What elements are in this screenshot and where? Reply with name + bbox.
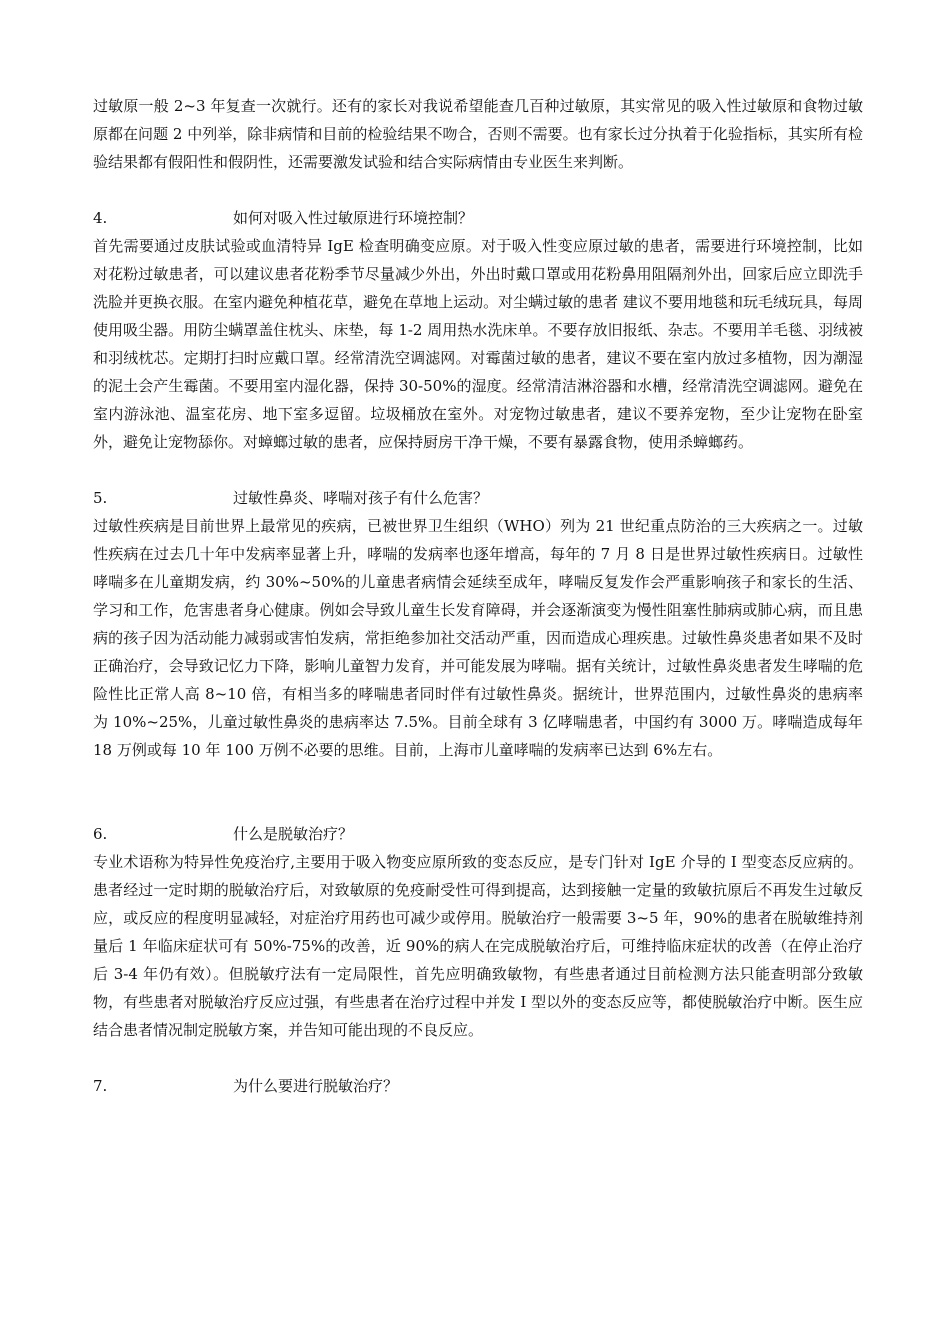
- spacer: [93, 764, 863, 820]
- section-title: 为什么要进行脱敏治疗？: [233, 1077, 399, 1095]
- spacer: [93, 1044, 863, 1072]
- section-heading: [93, 204, 863, 232]
- section-title: 什么是脱敏治疗？: [233, 825, 354, 843]
- section-title: 如何对吸入性过敏原进行环境控制？: [233, 209, 474, 227]
- section-heading: [93, 484, 863, 512]
- section-heading: [93, 820, 863, 848]
- section-7: [93, 1072, 863, 1100]
- section-body: 过敏性疾病是目前世界上最常见的疾病，已被世界卫生组织（WHO）列为 21 世纪重点防治的三大疾病之一。过敏性疾病在过去几十年中发病率显著上升，哮喘的发病率也逐年增高，每年的 7 月 8 日是世界过敏性疾病日。过敏性哮喘多在儿童期发病，约 30%~50%的儿童患者病情会延续至成年，哮喘反复发作会严重影响孩子和家长的生活、学习和工作，危害患者身心健康。例如会导致儿童生长发育障碍，并会逐渐演变为慢性阻塞性肺病或肺心病，而且患病的孩子因为活动能力减弱或害怕发病，常拒绝参加社交活动严重，因而造成心理疾患。过敏性鼻炎患者如果不及时正确治疗，会导致记忆力下降，影响儿童智力发育，并可能发展为哮喘。据有关统计，过敏性鼻炎患者发生哮喘的危险性比正常人高 8~10 倍，有相当多的哮喘患者同时伴有过敏性鼻炎。据统计，世界范围内，过敏性鼻炎的患病率为 10%~25%，儿童过敏性鼻炎的患病率达 7.5%。目前全球有 3 亿哮喘患者，中国约有 3000 万。哮喘造成每年 18 万例或每 10 年 100 万例不必要的思维。目前，上海市儿童哮喘的发病率已达到 6%左右。: [93, 517, 863, 759]
- section-6: [93, 820, 863, 1044]
- section-body: 首先需要通过皮肤试验或血清特异 IgE 检查明确变应原。对于吸入性变应原过敏的患者，需要进行环境控制，比如对花粉过敏患者，可以建议患者花粉季节尽量减少外出，外出时戴口罩或用花粉鼻用阻隔剂外出，回家后应立即洗手洗脸并更换衣服。在室内避免种植花草，避免在草地上运动。对尘螨过敏的患者 建议不要用地毯和玩毛绒玩具，每周使用吸尘器。用防尘螨罩盖住枕头、床垫，每 1-2 周用热水洗床单。不要存放旧报纸、杂志。不要用羊毛毯、羽绒被和羽绒枕芯。定期打扫时应戴口罩。经常清洗空调滤网。对霉菌过敏的患者，建议不要在室内放过多植物，因为潮湿的泥土会产生霉菌。不要用室内湿化器，保持 30-50%的湿度。经常清洁淋浴器和水槽，经常清洗空调滤网。避免在室内游泳池、温室花房、地下室多逗留。垃圾桶放在室外。对宠物过敏患者，建议不要养宠物，至少让宠物在卧室外，避免让宠物舔你。对蟑螂过敏的患者，应保持厨房干净干燥，不要有暴露食物，使用杀蟑螂药。: [93, 237, 863, 451]
- section-heading: [93, 1072, 863, 1100]
- section-title: 过敏性鼻炎、哮喘对孩子有什么危害？: [233, 489, 489, 507]
- section-number: 5.: [93, 489, 108, 507]
- spacer: [93, 176, 863, 204]
- document-page: [93, 92, 863, 1100]
- section-5: [93, 484, 863, 764]
- intro-paragraph: 过敏原一般 2~3 年复查一次就行。还有的家长对我说希望能查几百种过敏原，其实常见的吸入性过敏原和食物过敏原都在问题 2 中列举，除非病情和目前的检验结果不吻合，否则不需要。也有家长过分执着于化验指标，其实所有检验结果都有假阳性和假阴性，还需要激发试验和结合实际病情由专业医生来判断。: [93, 97, 863, 171]
- spacer: [93, 456, 863, 484]
- section-number: 4.: [93, 209, 108, 227]
- section-4: [93, 204, 863, 456]
- section-number: 6.: [93, 825, 108, 843]
- section-body: 专业术语称为特异性免疫治疗,主要用于吸入物变应原所致的变态反应，是专门针对 IgE 介导的 I 型变态反应病的。患者经过一定时期的脱敏治疗后，对致敏原的免疫耐受性可得到提高，达到接触一定量的致敏抗原后不再发生过敏反应，或反应的程度明显减轻，对症治疗用药也可减少或停用。脱敏治疗一般需要 3~5 年，90%的患者在脱敏维持剂量后 1 年临床症状可有 50%-75%的改善，近 90%的病人在完成脱敏治疗后，可维持临床症状的改善（在停止治疗后 3-4 年仍有效）。但脱敏疗法有一定局限性，首先应明确致敏物，有些患者通过目前检测方法只能查明部分致敏物，有些患者对脱敏治疗反应过强，有些患者在治疗过程中并发 I 型以外的变态反应等，都使脱敏治疗中断。医生应结合患者情况制定脱敏方案，并告知可能出现的不良反应。: [93, 853, 863, 1039]
- section-number: 7.: [93, 1077, 108, 1095]
